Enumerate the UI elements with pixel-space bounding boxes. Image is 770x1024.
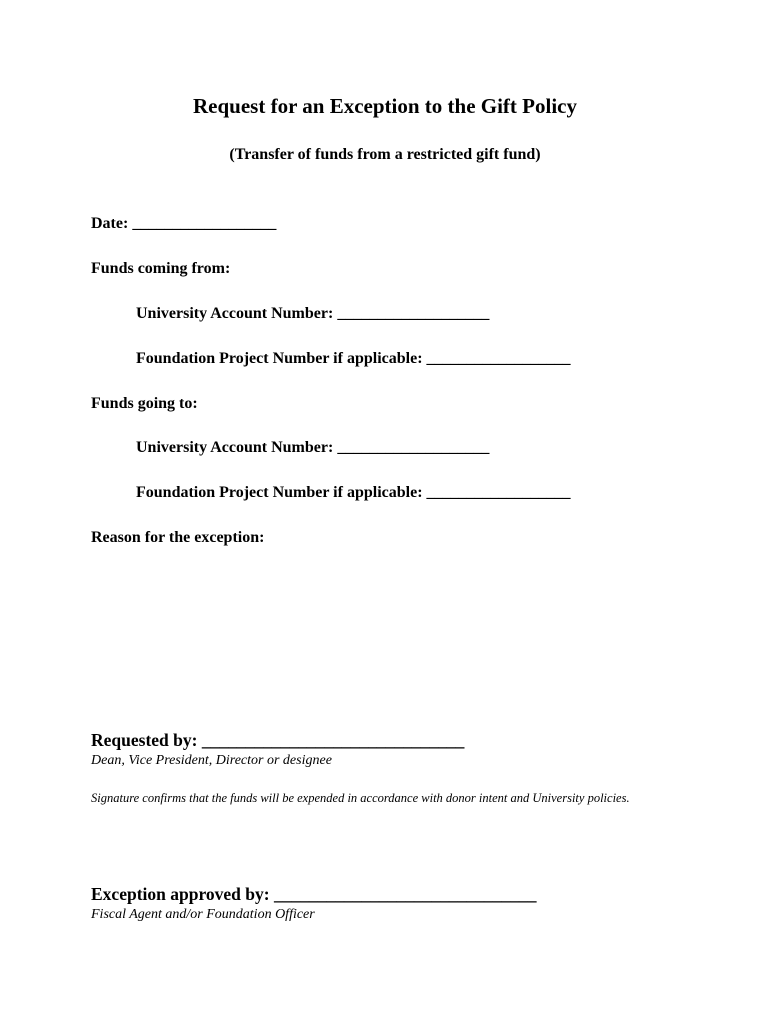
approved-by-role: Fiscal Agent and/or Foundation Officer — [91, 907, 315, 922]
requested-by-field[interactable]: Requested by: ______________________________ — [91, 730, 465, 750]
funds-to-heading: Funds going to: — [91, 395, 198, 412]
funds-to-project-field[interactable]: Foundation Project Number if applicable: __________________ — [136, 484, 571, 501]
reason-text-area[interactable] — [91, 560, 681, 720]
approved-by-field[interactable]: Exception approved by: ______________________________ — [91, 884, 537, 904]
funds-from-account-field[interactable]: University Account Number: ___________________ — [136, 305, 490, 322]
form-title: Request for an Exception to the Gift Policy — [193, 94, 577, 118]
funds-from-heading: Funds coming from: — [91, 260, 231, 277]
requested-by-role: Dean, Vice President, Director or designee — [91, 753, 332, 768]
signature-note: Signature confirms that the funds will be expended in accordance with donor intent and University policies. — [91, 791, 630, 805]
form-subtitle: (Transfer of funds from a restricted gift fund) — [229, 146, 541, 163]
funds-to-account-field[interactable]: University Account Number: ___________________ — [136, 439, 490, 456]
reason-heading: Reason for the exception: — [91, 529, 265, 546]
date-field[interactable]: Date: __________________ — [91, 215, 277, 232]
funds-from-project-field[interactable]: Foundation Project Number if applicable: __________________ — [136, 350, 571, 367]
